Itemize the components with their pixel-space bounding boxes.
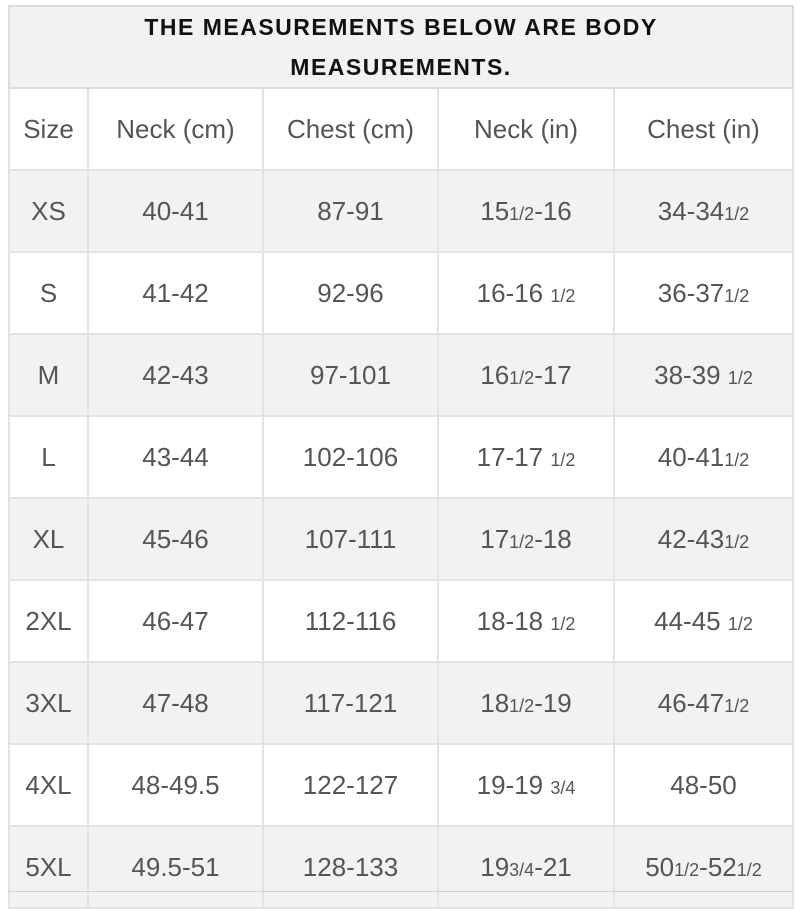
column-header-neck-in: Neck (in) [438,88,614,170]
chest-in-cell [614,498,793,580]
size-chart-table [8,5,794,909]
value-part: 16 [480,359,510,390]
neck-in-cell [438,416,614,498]
fraction-part: 1/2 [724,531,750,552]
neck-in-cell [438,744,614,826]
chest-in-cell [614,580,793,662]
value-part: 46-47 [657,687,725,718]
table-row [9,662,793,744]
chest-in-cell [614,662,793,744]
table-row [9,252,793,334]
value-part: -21 [534,851,572,882]
fraction-part: 1/2 [724,285,750,306]
size-cell: 2XL [9,580,88,662]
table-row [9,416,793,498]
bottom-divider [8,891,792,892]
size-cell: M [9,334,88,416]
neck-in-cell [438,334,614,416]
chest-cm-cell: 122-127 [263,744,438,826]
chest-cm-cell: 97-101 [263,334,438,416]
neck-cm-cell: 40-41 [88,170,263,252]
table-row [9,170,793,252]
neck-in-cell [438,826,614,908]
value-part: 40-41 [657,441,725,472]
column-header-size: Size [9,88,88,170]
value-part: 42-43 [657,523,725,554]
chest-in-cell [614,170,793,252]
chest-in-cell [614,416,793,498]
neck-in-cell [438,580,614,662]
size-cell: 5XL [9,826,88,908]
fraction-part: 1/2 [550,285,576,306]
fraction-part: 1/2 [509,695,535,716]
value-part: -18 [534,523,572,554]
fraction-part: 1/2 [550,449,576,470]
fraction-part: 1/2 [724,695,750,716]
column-header-chest-cm: Chest (cm) [263,88,438,170]
chest-in-cell [614,826,793,908]
fraction-part: 3/4 [509,859,535,880]
value-part: 38-39 [654,359,728,390]
neck-cm-cell: 46-47 [88,580,263,662]
size-cell: XL [9,498,88,580]
value-part: 15 [480,195,510,226]
fraction-part: 1/2 [724,449,750,470]
column-header-chest-in: Chest (in) [614,88,793,170]
neck-cm-cell: 43-44 [88,416,263,498]
chest-cm-cell: 117-121 [263,662,438,744]
neck-in-cell [438,252,614,334]
neck-in-cell [438,498,614,580]
value-part: 17 [480,523,510,554]
value-part: -52 [699,851,737,882]
neck-cm-cell: 49.5-51 [88,826,263,908]
fraction-part: 1/2 [509,531,535,552]
column-header-neck-cm: Neck (cm) [88,88,263,170]
fraction-part: 1/2 [509,367,535,388]
table-row [9,744,793,826]
size-cell: L [9,416,88,498]
table-row [9,334,793,416]
value-part: 36-37 [657,277,725,308]
table-row [9,498,793,580]
chest-in-cell [614,252,793,334]
chest-cm-cell: 112-116 [263,580,438,662]
value-part: -16 [534,195,572,226]
value-part: 50 [645,851,675,882]
fraction-part: 1/2 [736,859,762,880]
value-part: 48-50 [670,769,737,800]
fraction-part: 1/2 [727,613,753,634]
chest-cm-cell: 92-96 [263,252,438,334]
size-cell: S [9,252,88,334]
neck-cm-cell: 42-43 [88,334,263,416]
value-part: 44-45 [654,605,728,636]
neck-cm-cell: 47-48 [88,662,263,744]
fraction-part: 3/4 [550,777,576,798]
neck-cm-cell: 41-42 [88,252,263,334]
value-part: 16-16 [476,277,551,308]
value-part: 34-34 [657,195,725,226]
table-title: THE MEASUREMENTS BELOW ARE BODY MEASUREMENTS. [9,6,793,88]
value-part: 18 [480,687,510,718]
table-row [9,580,793,662]
value-part: 19 [480,851,510,882]
size-cell: 4XL [9,744,88,826]
chest-in-cell [614,744,793,826]
fraction-part: 1/2 [509,203,535,224]
value-part: 17-17 [476,441,551,472]
fraction-part: 1/2 [550,613,576,634]
size-chart [8,5,792,909]
fraction-part: 1/2 [724,203,750,224]
neck-cm-cell: 48-49.5 [88,744,263,826]
chest-cm-cell: 102-106 [263,416,438,498]
fraction-part: 1/2 [727,367,753,388]
fraction-part: 1/2 [674,859,700,880]
chest-in-cell [614,334,793,416]
size-cell: 3XL [9,662,88,744]
value-part: -17 [534,359,572,390]
value-part: -19 [534,687,572,718]
value-part: 18-18 [476,605,551,636]
size-cell: XS [9,170,88,252]
column-header-row [9,88,793,170]
neck-in-cell [438,170,614,252]
chest-cm-cell: 87-91 [263,170,438,252]
value-part: 19-19 [476,769,551,800]
chest-cm-cell: 107-111 [263,498,438,580]
neck-cm-cell: 45-46 [88,498,263,580]
chest-cm-cell: 128-133 [263,826,438,908]
table-row [9,826,793,908]
neck-in-cell [438,662,614,744]
